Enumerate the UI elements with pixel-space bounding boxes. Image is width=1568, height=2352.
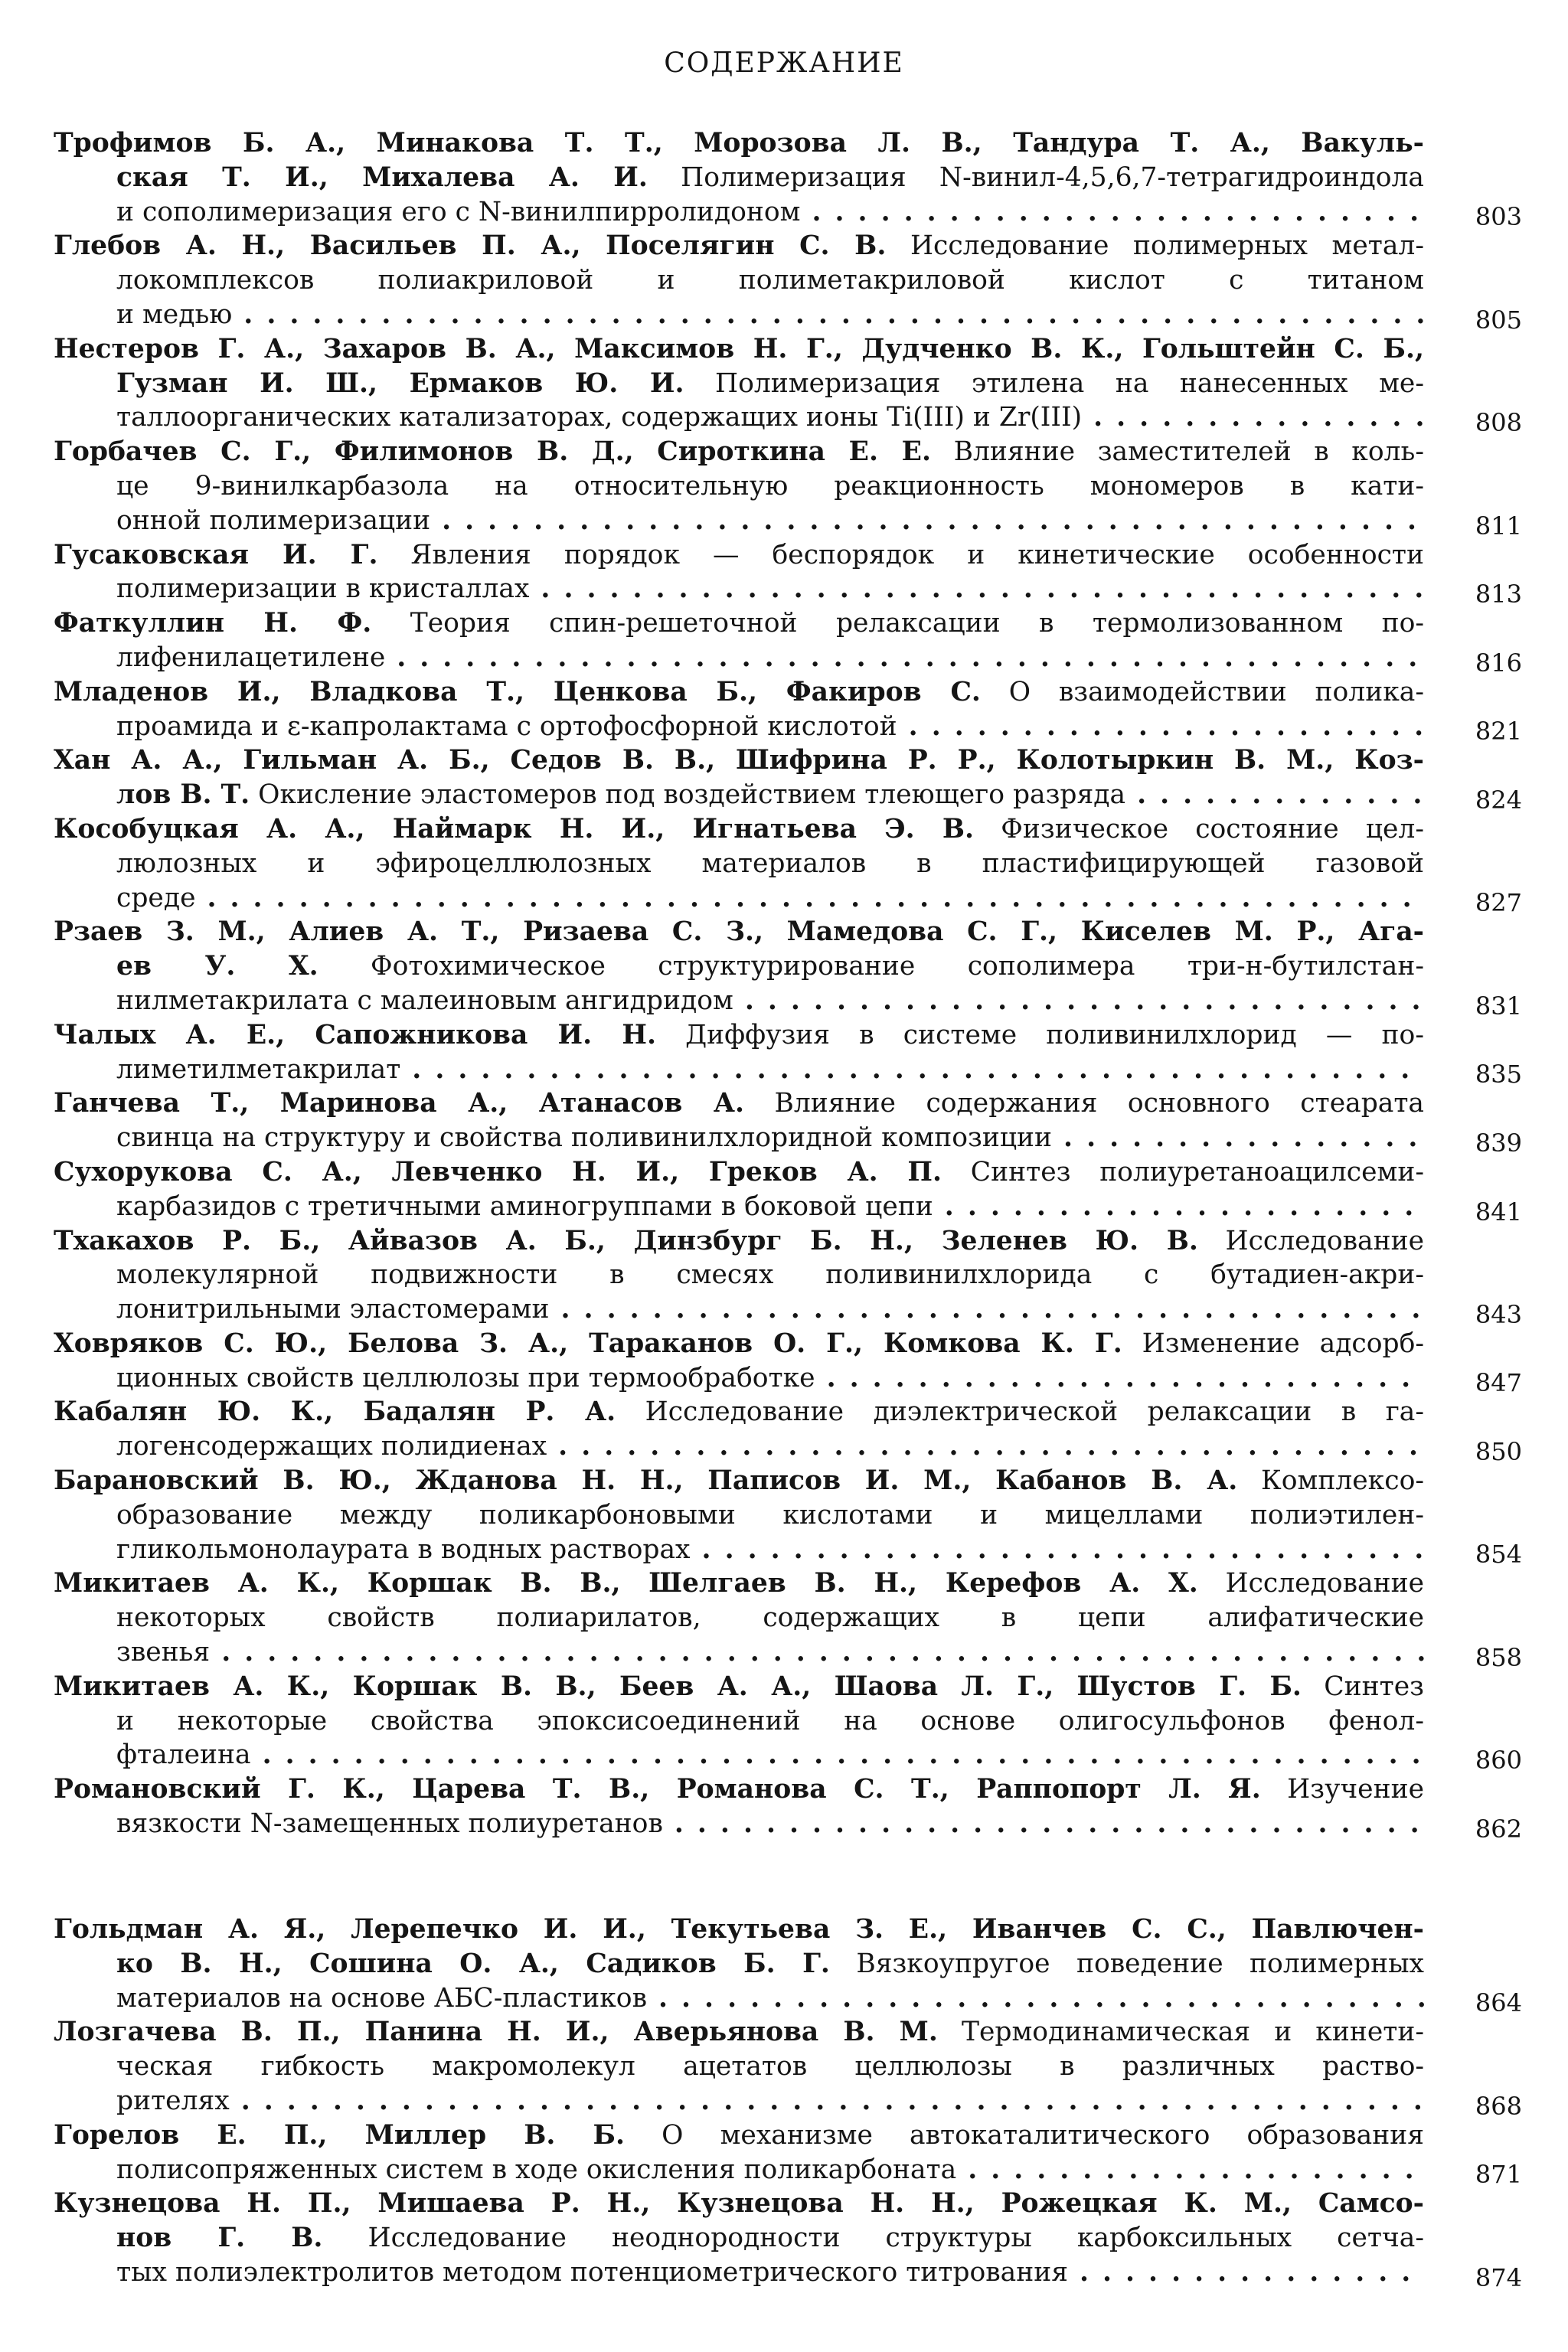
toc-entry-line: [54, 1981, 1424, 2016]
toc-entry-line: [54, 332, 1424, 367]
toc-title-text: лиметилметакрилат: [116, 1054, 401, 1085]
toc-entry-line: [54, 469, 1424, 504]
toc-title-text: Теория спин-решеточной релаксации в термолизованном по-: [371, 608, 1424, 639]
toc-entry-line: [54, 847, 1424, 881]
toc-title-text: Влияние содержания основного стеарата: [743, 1088, 1424, 1119]
toc-entry-line: [54, 984, 1424, 1018]
toc-title-text: Полимеризация N-винил-4,5,6,7-тетрагидроиндола: [647, 162, 1424, 193]
toc-authors: Горбачев С. Г., Филимонов В. Д., Сироткина Е. Е.: [54, 436, 931, 468]
toc-page-number: 843: [1475, 1299, 1522, 1329]
toc-entry-line: [54, 1635, 1424, 1670]
toc-entry-line: [54, 298, 1424, 332]
toc-entry-line: [54, 881, 1424, 916]
toc-authors: Фаткуллин Н. Ф.: [54, 608, 372, 639]
toc-title-text: ционных свойств целлюлозы при термообработке: [116, 1362, 815, 1393]
toc-title-text: Вязкоупругое поведение полимерных: [829, 1948, 1424, 1979]
toc-entry-line: [54, 2015, 1424, 2050]
toc-title-text: Термодинамическая и кинети-: [937, 2017, 1424, 2048]
toc-authors: Ховряков С. Ю., Белова З. А., Тараканов О. Г., Комкова К. Г.: [54, 1328, 1122, 1359]
toc-entry: [54, 332, 1522, 438]
toc-page-number: 816: [1475, 648, 1522, 678]
toc-authors: ев У. Х.: [116, 951, 318, 982]
toc-entry-line: [54, 1601, 1424, 1635]
toc-entry: [54, 606, 1522, 678]
toc-page-number: 808: [1475, 408, 1522, 438]
toc-entry-line: [54, 1361, 1424, 1396]
toc-entry: [54, 1224, 1522, 1329]
toc-entry-line: [54, 675, 1424, 710]
toc-entry-line: [54, 1292, 1424, 1327]
toc-entry-line: [54, 949, 1424, 984]
toc-authors: Кособуцкая А. А., Наймарк Н. И., Игнатьева Э. В.: [54, 813, 975, 844]
toc-entry-line: [54, 1086, 1424, 1121]
toc-entry-line: [54, 606, 1424, 641]
toc-entry-line: [54, 195, 1424, 230]
toc-entry-line: [54, 2153, 1424, 2187]
toc-entry: [54, 1772, 1522, 1844]
toc-entry-line: [54, 1258, 1424, 1292]
toc-page-number: 835: [1475, 1060, 1522, 1089]
toc-entry-line: [54, 1327, 1424, 1361]
toc-page-number: 824: [1475, 785, 1522, 815]
toc-title-text: лифенилацетилене: [116, 642, 386, 673]
toc-title-text: Синтез полиуретаноацилсеми-: [942, 1156, 1424, 1187]
toc-title-text: Исследование полимерных метал-: [886, 230, 1424, 262]
toc-authors: нов Г. В.: [116, 2223, 323, 2254]
toc-title-text: гликольмонолаурата в водных растворах: [116, 1534, 691, 1565]
toc-authors: Горелов Е. П., Миллер В. Б.: [54, 2119, 626, 2151]
toc-entry-line: [54, 710, 1424, 744]
toc-entry-line: [54, 1704, 1424, 1739]
toc-page-number: 862: [1475, 1814, 1522, 1844]
toc-entry-line: [54, 1807, 1424, 1841]
toc-entry-line: [54, 435, 1424, 469]
toc-authors: Кабалян Ю. К., Бадалян Р. А.: [54, 1396, 616, 1428]
toc-entry: [54, 2118, 1522, 2190]
toc-title-text: Синтез: [1301, 1671, 1424, 1702]
toc-title-text: тых полиэлектролитов методом потенциометрического титрования: [116, 2256, 1068, 2288]
toc-authors: Гузман И. Ш., Ермаков Ю. И.: [116, 368, 684, 399]
toc-title-text: материалов на основе АБС-пластиков: [116, 1982, 647, 2014]
toc-entry: [54, 538, 1522, 609]
toc-entry-line: [54, 1429, 1424, 1464]
toc-entry-line: [54, 2256, 1424, 2290]
toc-title-text: Исследование: [1197, 1568, 1424, 1599]
toc-entry-line: [54, 2084, 1424, 2118]
toc-page-number: 841: [1475, 1197, 1522, 1227]
toc-authors: ская Т. И., Михалева А. И.: [116, 162, 648, 193]
toc-page-number: 868: [1475, 2091, 1522, 2121]
toc-title-text: Фотохимическое структурирование сополимера три-н-бутилстан-: [318, 951, 1424, 982]
toc-page-number: 803: [1475, 202, 1522, 232]
toc-page-number: 821: [1475, 717, 1522, 746]
toc-entry-line: [54, 126, 1424, 161]
toc-title-text: вязкости N-замещенных полиуретанов: [116, 1808, 663, 1840]
toc-title-text: Влияние заместителей в коль-: [930, 436, 1424, 468]
toc-entry-line: [54, 504, 1424, 538]
toc-page-number: 871: [1475, 2160, 1522, 2190]
toc-page-number: 850: [1475, 1437, 1522, 1467]
toc-entry-line: [54, 229, 1424, 263]
toc-entry: [54, 743, 1522, 815]
toc-title-text: О механизме автокаталитического образования: [625, 2119, 1424, 2151]
toc-entry-line: [54, 2118, 1424, 2153]
toc-entry: [54, 1018, 1522, 1089]
toc-title-text: полимеризации в кристаллах: [116, 573, 530, 605]
toc-title-text: Исследование диэлектрической релаксации в га-: [616, 1396, 1424, 1428]
toc-authors: Ганчева Т., Маринова А., Атанасов А.: [54, 1088, 744, 1119]
toc-title-text: О взаимодействии полика-: [980, 676, 1424, 707]
page-title: СОДЕРЖАНИЕ: [664, 47, 904, 79]
toc-entry-line: [54, 641, 1424, 675]
toc-entry-line: [54, 2050, 1424, 2084]
toc-entry: [54, 915, 1522, 1021]
toc-title-text: локомплексов полиакриловой и полиметакриловой кислот с титаном: [116, 265, 1424, 296]
toc-page-number: 831: [1475, 991, 1522, 1021]
toc-title-text: и медью: [116, 299, 233, 330]
toc-title-text: ческая гибкость макромолекул ацетатов целлюлозы в различных раство-: [116, 2051, 1424, 2082]
toc-entry-line: [54, 1670, 1424, 1704]
toc-title-text: логенсодержащих полидиенах: [116, 1431, 547, 1462]
toc-authors: Барановский В. Ю., Жданова Н. Н., Паписов И. М., Кабанов В. А.: [54, 1465, 1238, 1497]
toc-authors: Микитаев А. К., Коршак В. В., Шелгаев В. Н., Керефов А. Х.: [54, 1568, 1198, 1599]
toc-authors: Романовский Г. К., Царева Т. В., Романова С. Т., Раппопорт Л. Я.: [54, 1774, 1261, 1805]
toc-page-number: 839: [1475, 1128, 1522, 1158]
toc-entry-line: [54, 1738, 1424, 1772]
toc-entry-line: [54, 1498, 1424, 1533]
toc-page-number: 858: [1475, 1642, 1522, 1672]
toc-entry-line: [54, 1533, 1424, 1567]
toc-authors: Хан А. А., Гильман А. Б., Седов В. В., Шифрина Р. Р., Колотыркин В. М., Коз-: [54, 745, 1424, 776]
toc-entry: [54, 1464, 1522, 1570]
toc-title-text: образование между поликарбоновыми кислотами и мицеллами полиэтилен-: [116, 1499, 1424, 1530]
toc-entry: [54, 1670, 1522, 1775]
toc-entry: [54, 1086, 1522, 1158]
toc-entry: [54, 435, 1522, 541]
toc-title-text: среде: [116, 882, 196, 913]
toc-title-text: Физическое состояние цел-: [974, 813, 1424, 844]
toc-title-text: лонитрильными эластомерами: [116, 1294, 550, 1325]
toc-entry-line: [54, 367, 1424, 401]
toc-authors: Лозгачева В. П., Панина Н. И., Аверьянова В. М.: [54, 2017, 938, 2048]
toc-entry: [54, 1913, 1522, 2018]
toc-entry-line: [54, 1913, 1424, 1947]
toc-entry: [54, 229, 1522, 335]
toc-page-number: 813: [1475, 580, 1522, 609]
toc-title-text: звенья: [116, 1637, 211, 1668]
toc-title-text: некоторых свойств полиарилатов, содержащих в цепи алифатические: [116, 1602, 1424, 1634]
toc-entry-line: [54, 1947, 1424, 1981]
toc-title-text: свинца на структуру и свойства поливинилхлоридной композиции: [116, 1122, 1053, 1154]
toc-title-text: люлозных и эфироцеллюлозных материалов в пластифицирующей газовой: [116, 848, 1424, 879]
toc-title-text: и некоторые свойства эпоксисоединений на основе олигосульфонов фенол-: [116, 1705, 1424, 1736]
toc-entry-line: [54, 538, 1424, 573]
toc-title-text: Диффузия в системе поливинилхлорид — по-: [655, 1019, 1424, 1050]
toc-entry-line: [54, 1772, 1424, 1807]
toc-entry-line: [54, 572, 1424, 606]
toc-authors: Младенов И., Владкова Т., Ценкова Б., Факиров С.: [54, 676, 981, 707]
toc-entry: [54, 2015, 1522, 2121]
toc-section-main: [54, 126, 1522, 1844]
toc-title-text: проамида и ε-капролактама с ортофосфорной кислотой: [116, 710, 897, 742]
toc-authors: Гусаковская И. Г.: [54, 539, 378, 570]
toc-title-text: рителях: [116, 2085, 230, 2116]
toc-entry: [54, 1395, 1522, 1467]
toc-entry-line: [54, 1464, 1424, 1498]
toc-entry-line: [54, 2187, 1424, 2221]
toc-title-text: и сополимеризация его с N-винилпирролидоном: [116, 196, 801, 227]
toc-authors: Сухорукова С. А., Левченко Н. И., Греков А. П.: [54, 1156, 942, 1187]
toc-entry-line: [54, 915, 1424, 949]
toc-entry-line: [54, 400, 1424, 435]
toc-authors: Микитаев А. К., Коршак В. В., Беев А. А., Шаова Л. Г., Шустов Г. Б.: [54, 1671, 1302, 1702]
toc-authors: ко В. Н., Сошина О. А., Садиков Б. Г.: [116, 1948, 830, 1979]
toc-page-number: 854: [1475, 1540, 1522, 1570]
toc-title-text: це 9-винилкарбазола на относительную реакционность мономеров в кати-: [116, 470, 1424, 501]
toc-entry-line: [54, 1121, 1424, 1155]
toc-entry-line: [54, 1224, 1424, 1259]
toc-authors: Гольдман А. Я., Лерепечко И. И., Текутьева З. Е., Иванчев С. С., Павлючен-: [54, 1914, 1424, 1945]
toc-page-number: 874: [1475, 2262, 1522, 2292]
toc-entry-line: [54, 1155, 1424, 1190]
toc-authors: Кузнецова Н. П., Мишаева Р. Н., Кузнецова Н. Н., Рожецкая К. М., Самсо-: [54, 2188, 1424, 2220]
toc-title-text: Исследование: [1197, 1225, 1424, 1256]
toc-authors: Глебов А. Н., Васильев П. А., Поселягин С. В.: [54, 230, 887, 262]
toc-entry: [54, 1155, 1522, 1227]
toc-entry-line: [54, 743, 1424, 778]
toc-title-text: фталеина: [116, 1740, 251, 1771]
toc-entry: [54, 675, 1522, 746]
toc-entry-line: [54, 1395, 1424, 1429]
toc-entry-line: [54, 161, 1424, 195]
toc-entry: [54, 126, 1522, 232]
toc-page-number: 864: [1475, 1988, 1522, 2018]
toc-authors: Рзаев З. М., Алиев А. Т., Ризаева С. З., Мамедова С. Г., Киселев М. Р., Ага-: [54, 916, 1424, 948]
toc-entry-line: [54, 1566, 1424, 1601]
toc-title-text: молекулярной подвижности в смесях поливинилхлорида с бутадиен-акри-: [116, 1259, 1424, 1291]
toc-title-text: полисопряженных систем в ходе окисления поликарбоната: [116, 2154, 957, 2185]
toc-entry: [54, 812, 1522, 918]
toc-section-supplement: [54, 1913, 1522, 2292]
toc-page-number: 805: [1475, 305, 1522, 335]
toc-entry: [54, 2187, 1522, 2292]
toc-page-number: 860: [1475, 1746, 1522, 1775]
toc-entry-line: [54, 1190, 1424, 1224]
toc-entry-line: [54, 1018, 1424, 1053]
toc-entry: [54, 1327, 1522, 1398]
toc-title-text: онной полимеризации: [116, 505, 431, 536]
toc-title-text: таллоорганических катализаторах, содержащих ионы Ti(III) и Zr(III): [116, 402, 1083, 433]
toc-entry-line: [54, 778, 1424, 812]
toc-title-text: Изменение адсорб-: [1122, 1328, 1424, 1359]
toc-page-number: 811: [1475, 511, 1522, 541]
toc-title-text: нилметакрилата с малеиновым ангидридом: [116, 985, 733, 1016]
toc-title-text: Исследование неоднородности структуры карбоксильных сетча-: [322, 2223, 1424, 2254]
toc-entry-line: [54, 2221, 1424, 2256]
toc-authors: Чалых А. Е., Сапожникова И. Н.: [54, 1019, 656, 1050]
toc-entry-line: [54, 1053, 1424, 1087]
toc-entry-line: [54, 812, 1424, 847]
toc-title-text: Окисление эластомеров под воздействием тлеющего разряда: [250, 779, 1126, 811]
toc-authors: Трофимов Б. А., Минакова Т. Т., Морозова Л. В., Тандура Т. А., Вакуль-: [54, 128, 1424, 158]
toc-title-text: Комплексо-: [1237, 1465, 1424, 1497]
toc-page-number: 847: [1475, 1368, 1522, 1398]
toc-authors: Нестеров Г. А., Захаров В. А., Максимов Н. Г., Дудченко В. К., Гольштейн С. Б.,: [54, 333, 1424, 364]
toc-authors: лов В. Т.: [116, 779, 250, 811]
toc-title-text: Полимеризация этилена на нанесенных ме-: [684, 368, 1424, 399]
toc-entry: [54, 1566, 1522, 1672]
toc-title-text: Явления порядок — беспорядок и кинетические особенности: [377, 539, 1424, 570]
toc-entry-line: [54, 263, 1424, 298]
toc-title-text: Изучение: [1260, 1774, 1424, 1805]
toc-title-text: карбазидов с третичными аминогруппами в боковой цепи: [116, 1191, 933, 1222]
toc-page-number: 827: [1475, 888, 1522, 918]
toc-authors: Тхакахов Р. Б., Айвазов А. Б., Динзбург Б. Н., Зеленев Ю. В.: [54, 1225, 1198, 1256]
